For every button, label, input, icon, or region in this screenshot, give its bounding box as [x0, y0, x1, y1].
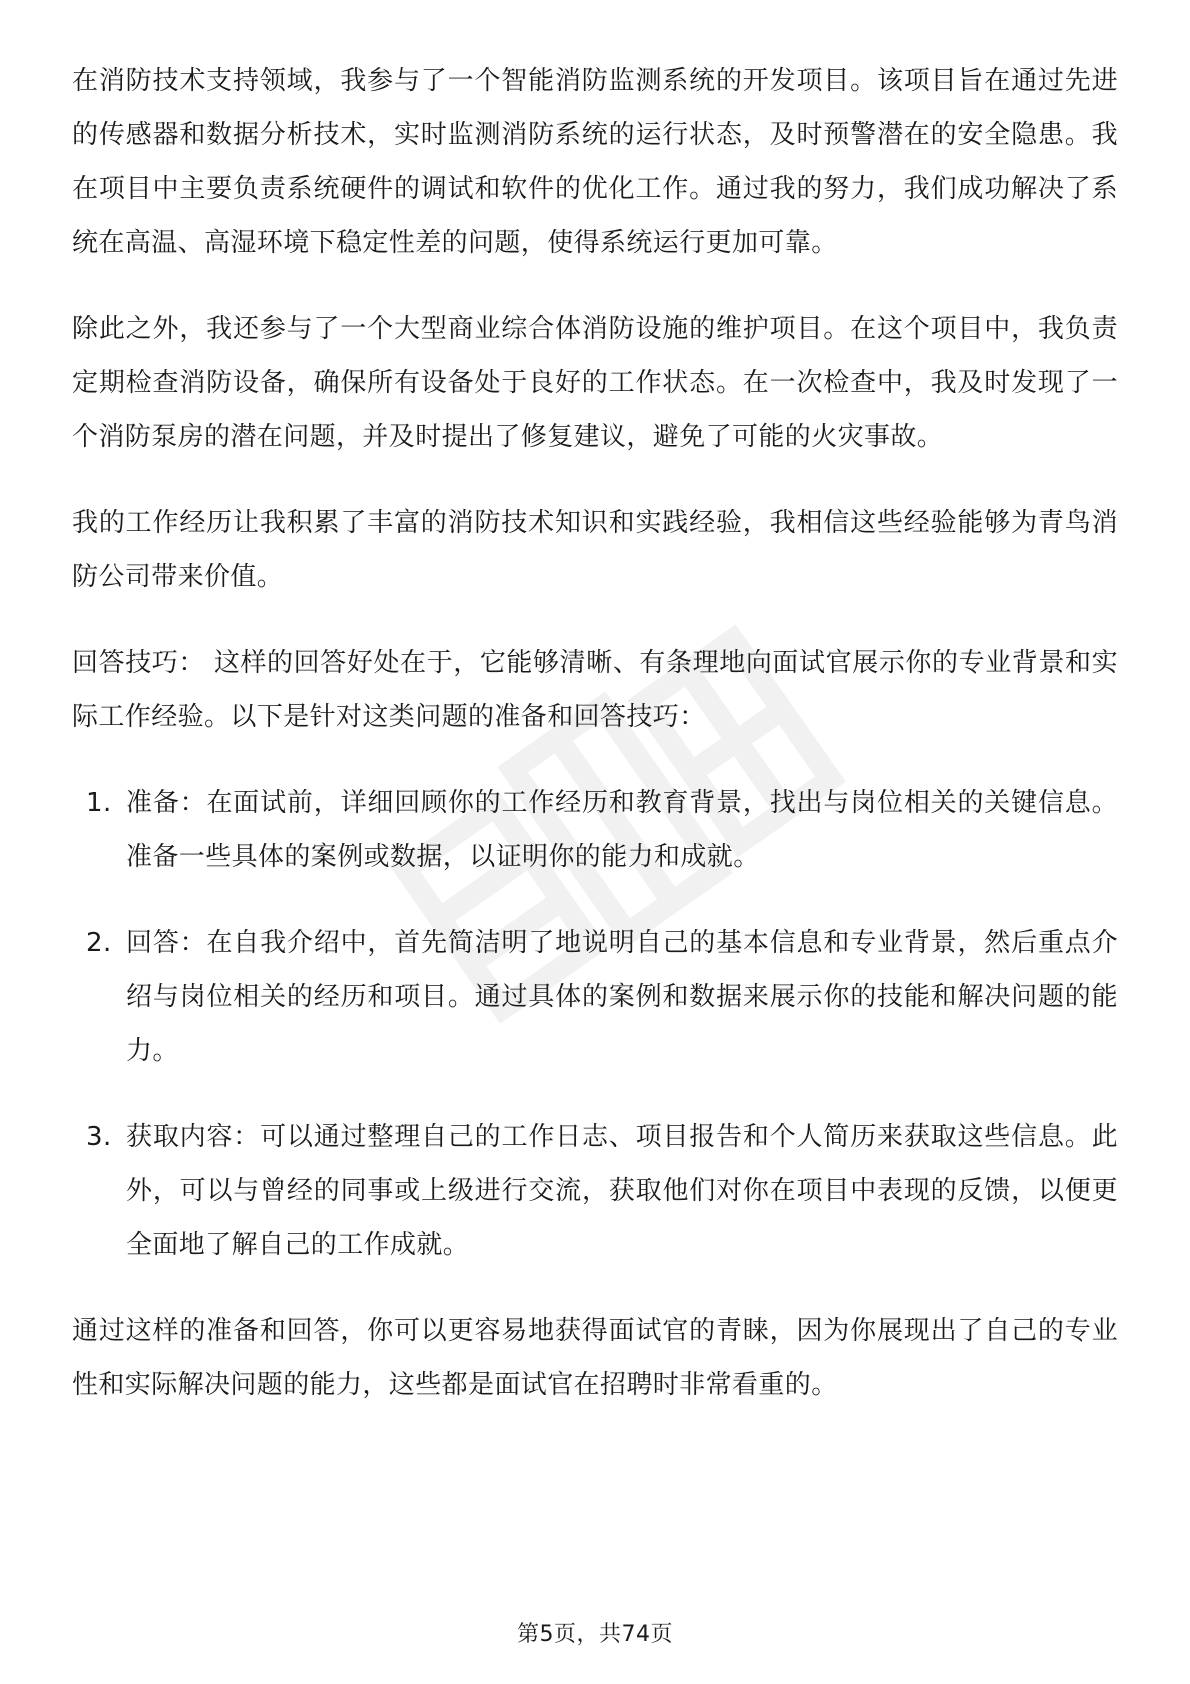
tips-list	[72, 776, 1118, 1272]
list-item-number: 2.	[86, 928, 112, 958]
paragraph-project-maintenance: 除此之外，我还参与了一个大型商业综合体消防设施的维护项目。在这个项目中，我负责定期检查消防设备，确保所有设备处于良好的工作状态。在一次检查中，我及时发现了一个消防泵房的潜在问题，并及时提出了修复建议，避免了可能的火灾事故。	[72, 314, 1118, 452]
list-item-text: 回答：在自我介绍中，首先简洁明了地说明自己的基本信息和专业背景，然后重点介绍与岗位相关的经历和项目。通过具体的案例和数据来展示你的技能和解决问题的能力。	[126, 928, 1118, 1066]
paragraph-answer-tips: 回答技巧： 这样的回答好处在于，它能够清晰、有条理地向面试官展示你的专业背景和实际工作经验。以下是针对这类问题的准备和回答技巧：	[72, 648, 1118, 732]
page-number-footer: 第5页，共74页	[517, 1622, 673, 1647]
list-item-text: 准备：在面试前，详细回顾你的工作经历和教育背景，找出与岗位相关的关键信息。准备一些具体的案例或数据，以证明你的能力和成就。	[126, 788, 1118, 872]
main-content	[72, 54, 1118, 1444]
list-item-number: 1.	[86, 788, 112, 818]
list-item	[72, 776, 1118, 884]
list-item-text: 获取内容：可以通过整理自己的工作日志、项目报告和个人简历来获取这些信息。此外，可以与曾经的同事或上级进行交流，获取他们对你在项目中表现的反馈，以便更全面地了解自己的工作成就。	[126, 1122, 1118, 1260]
paragraph-experience-summary: 我的工作经历让我积累了丰富的消防技术知识和实践经验，我相信这些经验能够为青鸟消防公司带来价值。	[72, 508, 1118, 592]
list-item	[72, 916, 1118, 1078]
list-item-number: 3.	[86, 1122, 112, 1152]
paragraph-closing: 通过这样的准备和回答，你可以更容易地获得面试官的青睐，因为你展现出了自己的专业性和实际解决问题的能力，这些都是面试官在招聘时非常看重的。	[72, 1316, 1118, 1400]
list-item	[72, 1110, 1118, 1272]
paragraph-project-monitoring: 在消防技术支持领域，我参与了一个智能消防监测系统的开发项目。该项目旨在通过先进的传感器和数据分析技术，实时监测消防系统的运行状态，及时预警潜在的安全隐患。我在项目中主要负责系统硬件的调试和软件的优化工作。通过我的努力，我们成功解决了系统在高温、高湿环境下稳定性差的问题，使得系统运行更加可靠。	[72, 66, 1118, 258]
